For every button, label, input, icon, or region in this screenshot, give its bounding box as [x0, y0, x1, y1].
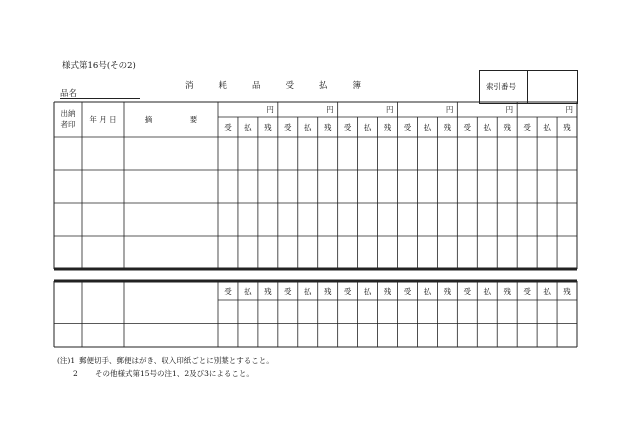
sub-header-bottom-pay: 払 — [244, 287, 252, 296]
item-name-label: 品名 — [60, 89, 78, 99]
sub-header-bottom-receive: 受 — [463, 287, 472, 296]
header-stamp-line-2: 者印 — [60, 120, 76, 129]
sub-header-bottom-receive: 受 — [284, 287, 292, 296]
sub-header-bottom-balance: 残 — [503, 287, 511, 296]
note-2-text: その他様式第15号の注1、2及び3によること。 — [95, 369, 254, 378]
sub-header-pay: 払 — [483, 123, 491, 132]
sub-header-bottom-balance: 残 — [264, 287, 272, 296]
sub-header-receive: 受 — [224, 123, 232, 132]
sub-header-balance: 残 — [563, 123, 571, 132]
sub-header-bottom-pay: 払 — [543, 287, 551, 296]
sub-header-bottom-pay: 払 — [483, 287, 491, 296]
sub-header-receive: 受 — [523, 123, 531, 132]
sub-header-bottom-receive: 受 — [343, 287, 352, 296]
sub-header-pay: 払 — [304, 123, 312, 132]
note-1 — [57, 354, 274, 367]
yen-unit: 円 — [326, 105, 334, 114]
index-number-label: 索引番号 — [486, 82, 516, 91]
note-1-mark: (注)1 — [57, 356, 76, 365]
header-stamp-line-1: 出納 — [60, 109, 76, 118]
notes — [57, 354, 274, 380]
sub-header-bottom-pay: 払 — [423, 287, 432, 296]
yen-unit: 円 — [505, 105, 514, 114]
sub-header-bottom-receive: 受 — [403, 287, 412, 296]
sub-header-bottom-receive: 受 — [224, 287, 232, 296]
sub-header-pay: 払 — [244, 123, 252, 132]
sub-header-balance: 残 — [443, 123, 452, 132]
yen-unit: 円 — [266, 105, 274, 114]
sub-header-receive: 受 — [403, 123, 412, 132]
note-1-text: 郵便切手、郵便はがき、収入印紙ごとに別葉とすること。 — [79, 356, 274, 365]
sub-header-bottom-balance: 残 — [383, 287, 392, 296]
sub-header-receive: 受 — [463, 123, 472, 132]
sub-header-pay: 払 — [423, 123, 432, 132]
yen-unit: 円 — [565, 105, 573, 114]
sub-header-pay: 払 — [543, 123, 551, 132]
sub-header-bottom-balance: 残 — [443, 287, 452, 296]
sub-header-bottom-pay: 払 — [363, 287, 372, 296]
note-2-mark: 2 — [73, 369, 78, 378]
sub-header-balance: 残 — [383, 123, 392, 132]
form-number: 様式第16号(その2) — [62, 61, 136, 71]
sub-header-receive: 受 — [343, 123, 352, 132]
header-date: 年 月 日 — [89, 115, 117, 124]
sub-header-bottom-balance: 残 — [563, 287, 571, 296]
header-summary: 摘 要 — [144, 115, 198, 124]
sub-header-bottom-balance: 残 — [323, 287, 332, 296]
sub-header-balance: 残 — [503, 123, 511, 132]
sub-header-receive: 受 — [284, 123, 292, 132]
yen-unit: 円 — [386, 105, 394, 114]
form-title: 消耗品受払簿 — [185, 81, 387, 91]
sub-header-bottom-pay: 払 — [304, 287, 312, 296]
sub-header-balance: 残 — [323, 123, 332, 132]
note-2 — [57, 367, 274, 380]
sub-header-pay: 払 — [363, 123, 372, 132]
sub-header-balance: 残 — [264, 123, 272, 132]
sub-header-bottom-receive: 受 — [523, 287, 531, 296]
yen-unit: 円 — [445, 105, 454, 114]
